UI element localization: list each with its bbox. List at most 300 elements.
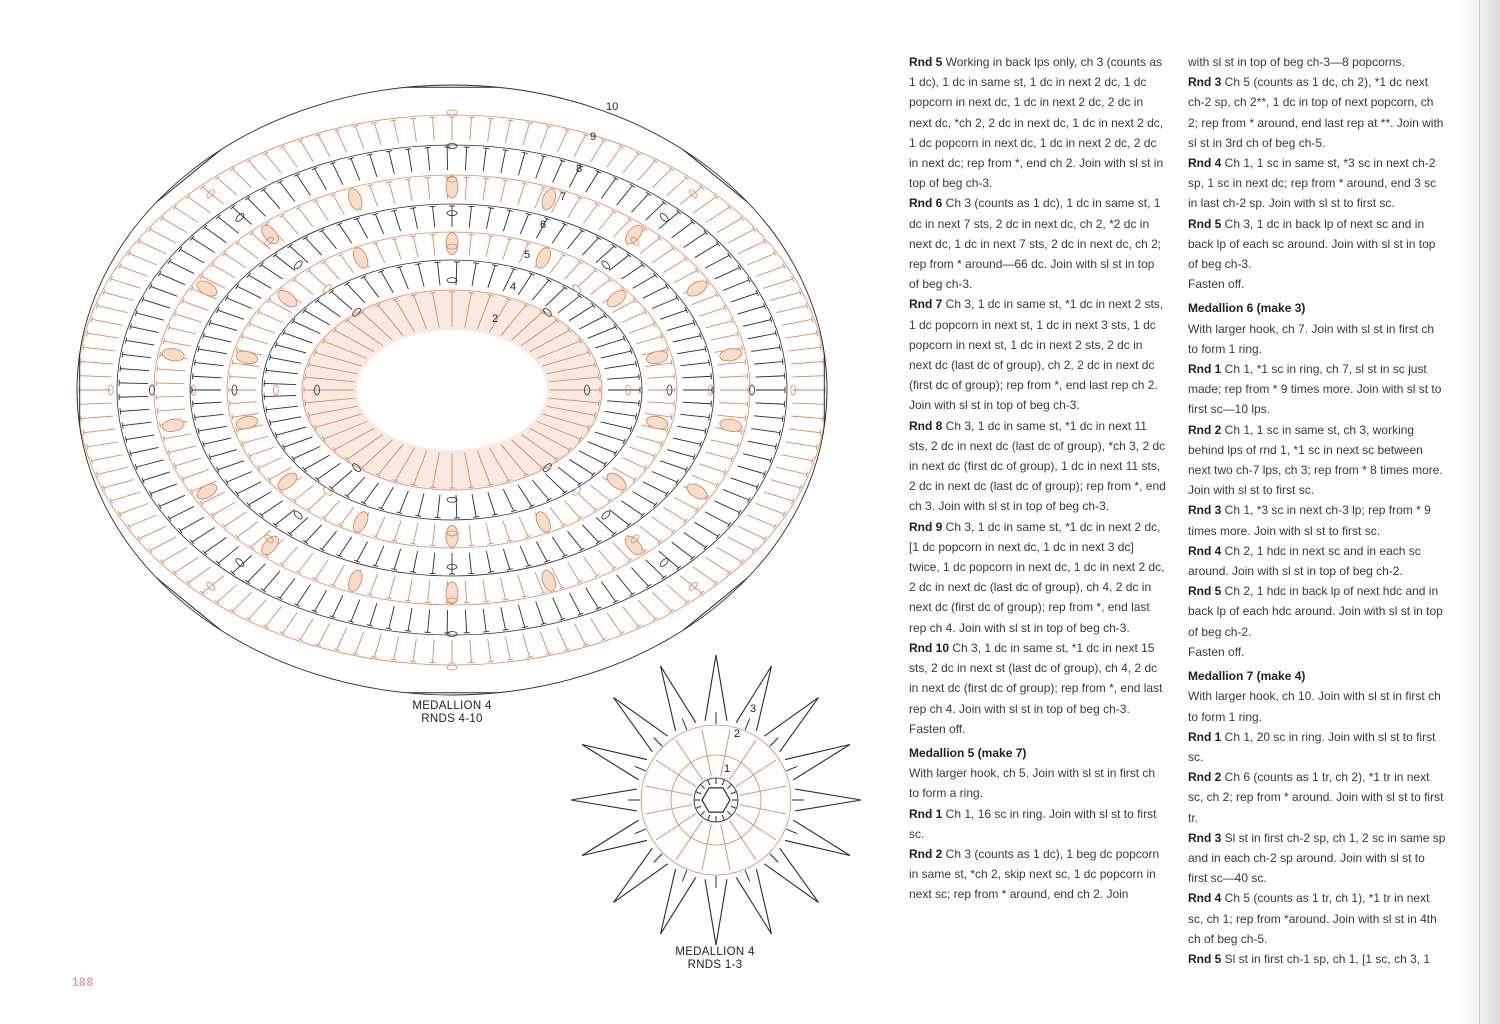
- chain-space: [273, 385, 278, 395]
- dc-stitch: [309, 270, 326, 286]
- round-label: Rnd 1: [1188, 362, 1222, 377]
- dc-stitch: [151, 484, 177, 494]
- dc-stitch: [748, 333, 776, 338]
- dc-stitch: [389, 577, 395, 598]
- dc-stitch: [119, 383, 148, 384]
- center-ring: [702, 788, 730, 812]
- dc-stitch: [120, 266, 149, 276]
- dc-stitch: [314, 590, 326, 611]
- instruction-text: Sl st in first ch-1 sp, ch 1, [1 sc, ch 3, 1: [1221, 951, 1431, 966]
- dc-top: [674, 373, 675, 379]
- dc-stitch: [731, 293, 758, 302]
- dc-stitch: [364, 483, 379, 503]
- chain-space: [293, 510, 304, 521]
- dc-stitch: [503, 211, 509, 231]
- dc-stitch: [210, 323, 237, 331]
- dc-stitch: [290, 517, 308, 533]
- popcorn-stitch: [446, 526, 458, 548]
- dc-stitch: [578, 270, 595, 286]
- dc-stitch: [428, 609, 430, 632]
- dc-stitch: [233, 555, 252, 572]
- dc-stitch: [169, 446, 196, 452]
- round-label: Rnd 3: [1188, 830, 1222, 845]
- dc-stitch: [259, 312, 282, 323]
- dc-stitch: [520, 214, 529, 234]
- sc-stitch: [722, 815, 724, 821]
- dc-top: [410, 236, 416, 237]
- dc-stitch: [705, 255, 729, 268]
- dc-top: [483, 631, 489, 632]
- sc-stitch: [731, 806, 737, 808]
- dc-stitch: [300, 141, 313, 162]
- dc-top: [503, 150, 509, 151]
- dc-stitch: [188, 567, 211, 583]
- dc-stitch: [192, 528, 215, 542]
- dc-stitch: [324, 501, 339, 518]
- dc-stitch: [645, 805, 692, 814]
- dc-top: [232, 360, 233, 366]
- popcorn-stitch: [235, 349, 259, 366]
- dc-stitch: [376, 243, 385, 263]
- dc-stitch: [672, 542, 693, 558]
- instruction-text: Ch 3, 1 dc in back lp of next sc and in back lp of each sc around. Join with sl st in top of beg ch-3.: [1188, 216, 1436, 272]
- popcorn-stitch: [645, 349, 669, 366]
- dc-stitch: [599, 212, 614, 230]
- dc-stitch: [568, 562, 580, 582]
- page-number: 188: [72, 975, 94, 989]
- dc-stitch: [652, 472, 677, 483]
- dc-stitch: [569, 593, 580, 614]
- dc-stitch: [284, 333, 313, 343]
- instruction-paragraph: [909, 416, 1167, 517]
- dc-stitch: [204, 438, 232, 444]
- dc-stitch: [218, 461, 244, 470]
- dc-stitch: [684, 233, 706, 248]
- dc-stitch: [294, 280, 313, 295]
- dc-stitch: [536, 542, 547, 562]
- dc-stitch: [776, 306, 806, 313]
- dc-stitch: [332, 292, 352, 310]
- round-label: Rnd 5: [1188, 951, 1222, 966]
- dc-stitch: [638, 600, 655, 619]
- dc-stitch: [261, 265, 282, 279]
- dc-stitch: [518, 485, 532, 506]
- dc-stitch: [162, 218, 187, 232]
- dc-stitch: [674, 271, 697, 283]
- dc-stitch: [673, 438, 701, 444]
- dc-stitch: [660, 461, 686, 470]
- dc-stitch: [591, 485, 610, 500]
- small-chart-caption-line2: RNDS 1-3: [687, 959, 743, 971]
- dc-top: [410, 571, 416, 572]
- dc-stitch: [789, 347, 821, 351]
- dc-stitch: [607, 377, 639, 379]
- dc-stitch: [126, 435, 154, 440]
- round-label: Rnd 3: [1188, 503, 1222, 518]
- dc-top: [232, 414, 233, 420]
- dc-stitch: [375, 546, 384, 566]
- dc-stitch: [433, 524, 435, 545]
- sc-stitch: [722, 780, 724, 786]
- dc-stitch: [719, 403, 747, 404]
- dc-stitch: [623, 607, 639, 627]
- dc-stitch: [645, 786, 692, 795]
- dc-stitch: [193, 402, 222, 404]
- popcorn-stitch: [161, 417, 185, 433]
- dc-stitch: [120, 409, 149, 411]
- dc-stitch: [770, 480, 800, 488]
- dc-stitch: [469, 207, 471, 228]
- sc-stitch: [786, 829, 797, 834]
- dc-stitch: [111, 279, 140, 288]
- dc-stitch: [684, 533, 706, 548]
- dc-stitch: [139, 526, 166, 539]
- dc-top: [823, 358, 824, 364]
- dc-stitch: [120, 503, 149, 513]
- popcorn-stitch: [194, 278, 219, 299]
- dc-top: [280, 632, 285, 635]
- dc-stitch: [719, 376, 747, 377]
- dc-stitch: [488, 265, 495, 287]
- dc-stitch: [370, 574, 378, 595]
- small-chart-caption: [645, 946, 785, 972]
- dc-stitch: [370, 155, 377, 177]
- instruction-paragraph: [909, 804, 1167, 844]
- dc-stitch: [640, 526, 660, 542]
- dc-stitch: [160, 495, 185, 506]
- dc-stitch: [169, 328, 196, 334]
- petal-chain: [795, 789, 861, 811]
- dc-stitch: [718, 362, 746, 365]
- dc-stitch: [333, 195, 344, 215]
- dc-stitch: [793, 403, 825, 404]
- dc-top: [782, 415, 783, 421]
- dc-stitch: [659, 551, 679, 568]
- dc-stitch: [483, 609, 486, 632]
- dc-top: [503, 599, 509, 600]
- chain-space: [447, 497, 457, 502]
- dc-stitch: [119, 396, 148, 397]
- dc-stitch: [264, 383, 296, 384]
- dc-stitch: [180, 249, 204, 262]
- dc-top: [81, 416, 82, 422]
- dc-stitch: [503, 239, 510, 259]
- dc-stitch: [80, 403, 112, 404]
- dc-stitch: [705, 512, 729, 525]
- chain-space: [447, 278, 457, 283]
- dc-stitch: [693, 567, 716, 583]
- dc-stitch: [408, 179, 412, 201]
- dc-stitch: [667, 323, 694, 331]
- medallion-4-rnds-4-10-chart: [77, 85, 827, 695]
- dc-stitch: [156, 396, 184, 397]
- dc-stitch: [233, 592, 252, 611]
- dc-stitch: [631, 568, 648, 587]
- dc-stitch: [250, 324, 274, 333]
- sc-stitch: [635, 766, 646, 771]
- dc-stitch: [150, 230, 176, 244]
- dc-stitch: [120, 369, 149, 371]
- dc-stitch: [249, 600, 266, 619]
- dc-stitch: [375, 214, 384, 234]
- dc-stitch: [743, 320, 771, 327]
- dc-stitch: [104, 292, 134, 300]
- dc-stitch: [643, 286, 667, 298]
- dc-stitch: [601, 351, 631, 358]
- dc-stitch: [355, 631, 363, 653]
- dc-stitch: [470, 640, 472, 663]
- dc-stitch: [652, 517, 673, 532]
- dc-top: [488, 661, 494, 662]
- instruction-paragraph: [909, 193, 1167, 294]
- dc-stitch: [705, 557, 729, 572]
- dc-stitch: [111, 492, 140, 501]
- dc-stitch: [676, 740, 703, 780]
- instruction-text: with sl st in top of beg ch-3—8 popcorns.: [1188, 55, 1405, 69]
- dc-stitch: [230, 376, 257, 378]
- dc-stitch: [488, 492, 495, 514]
- instructions-column-1: [909, 52, 1167, 905]
- dc-stitch: [188, 197, 211, 213]
- dc-stitch: [374, 123, 381, 145]
- dc-stitch: [731, 478, 758, 487]
- dc-stitch: [500, 578, 505, 600]
- dc-stitch: [300, 618, 313, 639]
- dc-stitch: [609, 255, 629, 270]
- popcorn-stitch: [685, 278, 710, 299]
- dc-stitch: [702, 729, 711, 776]
- dc-stitch: [786, 442, 817, 447]
- instruction-text: Ch 1, *1 sc in ring, ch 7, sl st in sc just made; rep from * 9 times more. Join with sl st to first sc—10 lps.: [1188, 362, 1442, 417]
- popcorn-stitch: [533, 245, 553, 270]
- dc-stitch: [518, 605, 524, 627]
- dc-stitch: [586, 172, 599, 193]
- dc-stitch: [84, 347, 116, 351]
- dc-stitch: [552, 537, 565, 556]
- dc-stitch: [150, 537, 176, 551]
- dc-stitch: [505, 120, 510, 143]
- dc-stitch: [394, 120, 399, 143]
- dc-stitch: [324, 262, 339, 279]
- dc-stitch: [297, 175, 311, 195]
- dc-stitch: [351, 158, 360, 180]
- dc-top: [386, 181, 392, 182]
- dc-stitch: [503, 520, 510, 540]
- petal-chain: [736, 666, 771, 731]
- dc-stitch: [674, 497, 697, 509]
- dc-stitch: [546, 474, 565, 492]
- dc-top: [122, 423, 123, 429]
- dc-top: [405, 179, 411, 180]
- popcorn-stitch: [604, 470, 629, 493]
- dc-stitch: [755, 403, 784, 404]
- medallion-heading: Medallion 5 (make 7): [909, 745, 1027, 760]
- dc-top: [372, 122, 378, 123]
- dc-stitch: [705, 321, 731, 328]
- dc-top: [386, 628, 392, 629]
- dc-stitch: [728, 230, 754, 244]
- dc-stitch: [282, 546, 298, 564]
- dc-stitch: [747, 254, 775, 266]
- dc-stitch: [351, 600, 360, 622]
- dc-stitch: [413, 551, 417, 572]
- dc-stitch: [210, 450, 237, 458]
- dc-stitch: [680, 363, 709, 366]
- petal-chain: [705, 655, 727, 721]
- dc-stitch: [280, 182, 295, 202]
- dc-stitch: [705, 452, 731, 459]
- dc-stitch: [776, 467, 806, 474]
- dc-stitch: [617, 575, 633, 594]
- dc-top: [823, 416, 824, 422]
- dc-stitch: [564, 501, 579, 518]
- dc-stitch: [738, 526, 765, 539]
- dc-stitch: [394, 211, 400, 231]
- round-label: Rnd 5: [1188, 216, 1222, 231]
- instruction-text: With larger hook, ch 7. Join with sl st in first ch to form 1 ring.: [1188, 321, 1435, 356]
- dc-stitch: [248, 198, 266, 216]
- dc-top: [779, 430, 780, 436]
- dc-stitch: [266, 607, 282, 627]
- instruction-paragraph: [1188, 420, 1446, 501]
- dc-stitch: [647, 376, 674, 378]
- dc-stitch: [318, 623, 329, 644]
- chain-space: [447, 665, 457, 670]
- dc-stitch: [751, 429, 780, 433]
- dc-stitch: [609, 509, 629, 524]
- dc-stitch: [591, 618, 604, 639]
- dc-stitch: [472, 494, 476, 517]
- dc-stitch: [540, 126, 548, 148]
- dc-stitch: [631, 194, 648, 213]
- round-label: Rnd 2: [1188, 422, 1222, 437]
- dc-stitch: [317, 463, 340, 479]
- petal-chain: [582, 820, 647, 855]
- dc-stitch: [465, 610, 466, 633]
- dc-stitch: [503, 489, 514, 511]
- dc-stitch: [781, 319, 812, 325]
- sc-stitch: [682, 870, 687, 881]
- dc-stitch: [131, 447, 159, 453]
- dc-stitch: [129, 515, 157, 527]
- instruction-paragraph: [1188, 828, 1446, 889]
- dc-stitch: [717, 218, 742, 232]
- dc-top: [294, 604, 299, 607]
- instruction-paragraph: [1188, 581, 1446, 642]
- dc-stitch: [282, 216, 298, 234]
- dc-stitch: [180, 517, 204, 530]
- instruction-text: Fasten off.: [1188, 277, 1245, 292]
- dc-stitch: [595, 432, 624, 441]
- dc-stitch: [557, 628, 567, 650]
- instruction-text: Sl st in first ch-2 sp, ch 1, 2 sc in same sp and in each ch-2 sp around. Join with sl st to first sc—40 sc.: [1188, 830, 1446, 886]
- dc-stitch: [87, 442, 118, 447]
- dc-stitch: [574, 623, 585, 644]
- petal-chain: [785, 745, 850, 780]
- dc-stitch: [791, 416, 823, 418]
- dc-stitch: [723, 280, 749, 290]
- dc-stitch: [129, 254, 157, 266]
- instruction-text: Ch 1, 16 sc in ring. Join with sl st to first sc.: [909, 806, 1157, 841]
- dc-top: [386, 597, 392, 598]
- dc-top: [415, 264, 421, 265]
- medallion-heading: Medallion 6 (make 3): [1188, 301, 1306, 316]
- dc-stitch: [381, 487, 393, 508]
- dc-stitch: [433, 207, 435, 228]
- instruction-paragraph: [1188, 153, 1446, 214]
- dc-stitch: [399, 491, 408, 513]
- dc-stitch: [394, 520, 401, 540]
- dc-stitch: [536, 156, 544, 178]
- instruction-paragraph: [909, 517, 1167, 638]
- dc-stitch: [263, 190, 279, 209]
- dc-top: [405, 149, 411, 150]
- dc-stitch: [588, 327, 616, 338]
- dc-top: [410, 118, 416, 119]
- dc-stitch: [157, 409, 185, 411]
- dc-stitch: [465, 147, 466, 170]
- dc-stitch: [568, 198, 580, 218]
- chain-space: [235, 557, 246, 568]
- heading-block: [1188, 666, 1446, 686]
- round-label: Rnd 5: [909, 55, 943, 69]
- dc-stitch: [432, 117, 434, 140]
- instruction-paragraph: [909, 52, 1167, 193]
- dc-stitch: [607, 613, 622, 633]
- dc-stitch: [428, 178, 430, 200]
- dc-top: [639, 374, 640, 380]
- dc-stitch: [469, 235, 471, 256]
- dc-stitch: [139, 241, 166, 254]
- dc-top: [468, 545, 474, 546]
- dc-stitch: [553, 598, 563, 620]
- dc-top: [430, 234, 436, 235]
- dc-stitch: [715, 267, 740, 279]
- dc-top: [745, 415, 746, 421]
- dc-stitch: [217, 178, 237, 196]
- dc-stitch: [259, 458, 282, 469]
- dc-top: [87, 444, 88, 450]
- instruction-paragraph: [909, 638, 1167, 719]
- dc-stitch: [394, 637, 399, 660]
- instruction-text: Fasten off.: [1188, 644, 1245, 659]
- instruction-paragraph: [909, 294, 1167, 415]
- dc-stitch: [275, 255, 295, 270]
- dc-stitch: [756, 503, 785, 513]
- dc-stitch: [579, 316, 605, 329]
- dc-stitch: [205, 227, 227, 242]
- large-chart-caption-line2: RNDS 4-10: [421, 713, 483, 725]
- dc-top: [483, 148, 489, 149]
- dc-stitch: [748, 441, 776, 446]
- dc-stitch: [743, 454, 771, 461]
- dc-top: [503, 180, 509, 181]
- popcorn-stitch: [275, 470, 300, 493]
- dc-top: [742, 429, 743, 435]
- sc-stitch: [731, 792, 737, 794]
- dc-stitch: [553, 161, 563, 183]
- dc-stitch: [786, 333, 817, 338]
- dc-stitch: [518, 274, 532, 295]
- dc-stitch: [663, 259, 685, 273]
- dc-stitch: [605, 411, 636, 416]
- dc-top: [507, 120, 513, 121]
- dc-stitch: [711, 334, 738, 340]
- dc-stitch: [583, 204, 597, 223]
- dc-stitch: [672, 222, 693, 238]
- round-number-marker: 2: [734, 728, 741, 740]
- instruction-text: Ch 1, 1 sc in same st, ch 3, working behind lps of rnd 1, *1 sc in next sc between next two ch-7 lps, ch 3; rep from * 8 times more. Join with sl st to first sc.: [1188, 422, 1443, 498]
